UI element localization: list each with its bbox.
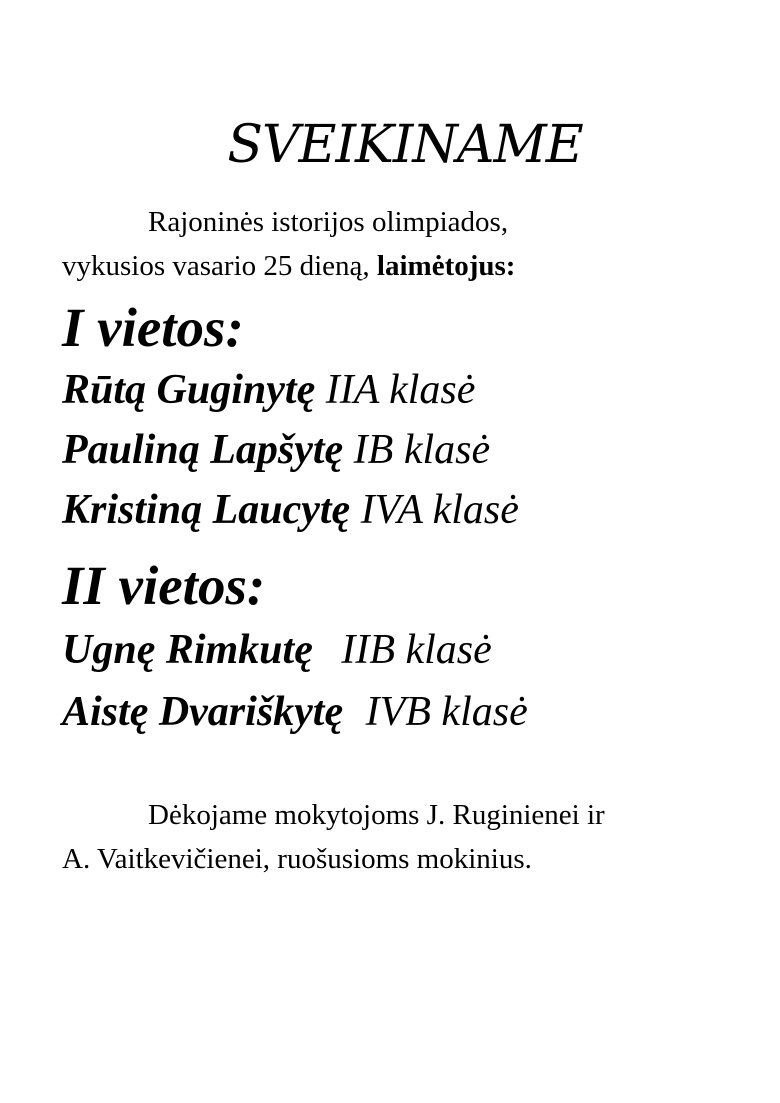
winner-class: IVA klasė [360,487,519,533]
winner-class: IIB klasė [341,627,492,673]
winner-name: Ugnę Rimkutę [62,627,313,673]
intro-line-1: Rajoninės istorijos olimpiados, [148,206,509,238]
winner-class: IB klasė [353,427,491,473]
second-place-heading: II vietos: [62,555,266,616]
winner-class: IIA klasė [325,367,476,413]
winner-class: IVB klasė [365,689,528,735]
winner-name: Kristiną Laucytę [62,487,351,533]
thanks-paragraph [62,793,762,881]
winner-name: Rūtą Guginytę [62,367,316,413]
thanks-line-2: A. Vaitkevičienei, ruošusioms mokinius. [62,843,532,875]
thanks-line-1: Dėkojame mokytojoms J. Ruginienei ir [148,799,605,831]
winner-row [62,364,475,416]
winner-row [62,424,490,476]
winner-name: Aistę Dvariškytę [62,689,344,735]
intro-line-2: vykusios vasario 25 dieną, [62,250,377,282]
first-place-heading: I vietos: [62,297,244,358]
intro-winners-label: laimėtojus: [376,250,516,282]
winner-row [62,686,528,738]
winner-name: Pauliną Lapšytę [62,427,344,473]
page-title: SVEIKINAME [227,115,583,175]
winner-row [62,484,519,536]
winner-row [62,624,492,676]
intro-paragraph [62,200,752,288]
